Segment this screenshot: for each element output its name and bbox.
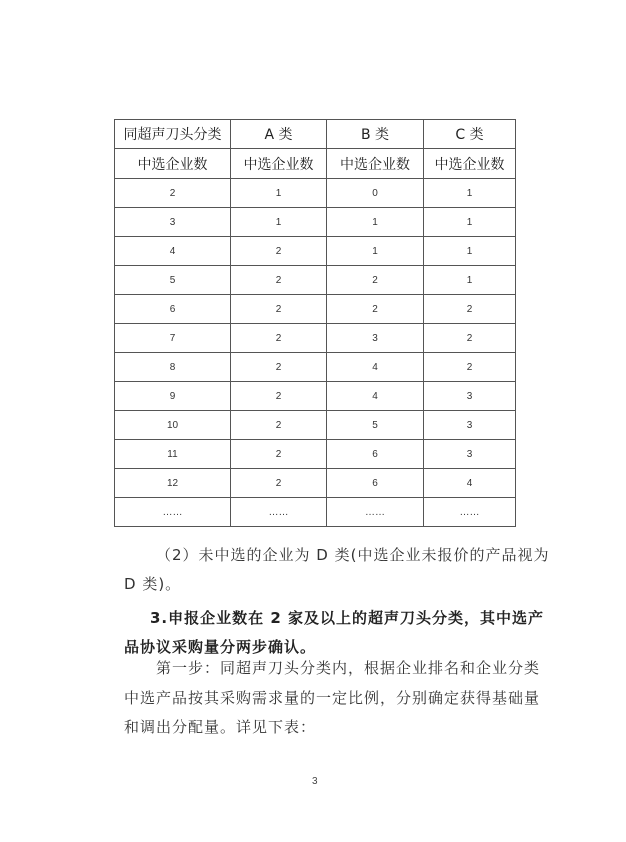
- header-cell-selected-count: 中选企业数: [115, 149, 231, 179]
- table-row: [115, 237, 516, 266]
- table-cell: 1: [424, 208, 516, 237]
- header-row: [115, 149, 516, 179]
- table-cell: 2: [327, 266, 424, 295]
- table-cell: ……: [115, 498, 231, 527]
- table-cell: 2: [231, 295, 327, 324]
- table-cell: 4: [424, 469, 516, 498]
- table-cell: 2: [327, 295, 424, 324]
- table-cell: 2: [231, 266, 327, 295]
- table-cell: 3: [424, 440, 516, 469]
- table-cell: 11: [115, 440, 231, 469]
- item2-line2: D 类)。: [124, 575, 182, 593]
- table-cell: 3: [424, 382, 516, 411]
- table-row: [115, 295, 516, 324]
- header-cell-class-b: B 类: [327, 120, 424, 149]
- table-cell: 2: [231, 440, 327, 469]
- table-cell: 4: [327, 382, 424, 411]
- table-row: [115, 353, 516, 382]
- table-cell: 4: [115, 237, 231, 266]
- table-cell: 6: [327, 440, 424, 469]
- table-cell: 1: [327, 237, 424, 266]
- step1-line2: 中选产品按其采购需求量的一定比例，分别确定获得基础量: [124, 689, 541, 707]
- heading3-line1: 3.申报企业数在 2 家及以上的超声刀头分类，其中选产: [150, 609, 545, 627]
- table-cell: ……: [231, 498, 327, 527]
- table-cell: 1: [231, 179, 327, 208]
- table-cell: 6: [327, 469, 424, 498]
- table-row: [115, 324, 516, 353]
- table-cell: 1: [231, 208, 327, 237]
- table-row: [115, 266, 516, 295]
- table-body: [115, 179, 516, 527]
- table-cell: 2: [115, 179, 231, 208]
- table-cell: 4: [327, 353, 424, 382]
- table-cell: 7: [115, 324, 231, 353]
- table-cell: 3: [327, 324, 424, 353]
- table-cell: 1: [424, 237, 516, 266]
- table-cell: 2: [424, 295, 516, 324]
- table-cell: 1: [327, 208, 424, 237]
- table-cell: 2: [231, 469, 327, 498]
- item2-line1: （2）未中选的企业为 D 类(中选企业未报价的产品视为: [156, 546, 550, 564]
- table-row: [115, 440, 516, 469]
- table-cell: 2: [231, 382, 327, 411]
- table-row: [115, 411, 516, 440]
- table-cell: 2: [424, 353, 516, 382]
- table-cell: 8: [115, 353, 231, 382]
- table-row: [115, 179, 516, 208]
- table-cell: 1: [424, 266, 516, 295]
- step1-line3: 和调出分配量。详见下表：: [124, 718, 317, 736]
- header-cell-class-c: C 类: [424, 120, 516, 149]
- header-cell-class-a: A 类: [231, 120, 327, 149]
- table-cell: 5: [115, 266, 231, 295]
- table-cell: 2: [231, 237, 327, 266]
- allocation-table: [114, 119, 516, 527]
- table-row: [115, 382, 516, 411]
- header-cell-selected-count: 中选企业数: [424, 149, 516, 179]
- table-cell: ……: [424, 498, 516, 527]
- step1-line1: 第一步：同超声刀头分类内，根据企业排名和企业分类: [156, 659, 541, 677]
- table-row: [115, 498, 516, 527]
- table-cell: 9: [115, 382, 231, 411]
- table-cell: 1: [424, 179, 516, 208]
- header-cell-selected-count: 中选企业数: [327, 149, 424, 179]
- header-cell-selected-count: 中选企业数: [231, 149, 327, 179]
- table-cell: 2: [424, 324, 516, 353]
- table-cell: 0: [327, 179, 424, 208]
- table-cell: 3: [424, 411, 516, 440]
- header-cell-category: 同超声刀头分类: [115, 120, 231, 149]
- table-row: [115, 469, 516, 498]
- table-cell: 12: [115, 469, 231, 498]
- table-cell: 2: [231, 324, 327, 353]
- table-cell: 5: [327, 411, 424, 440]
- table-cell: 3: [115, 208, 231, 237]
- heading3-line2: 品协议采购量分两步确认。: [124, 638, 317, 656]
- table-cell: 2: [231, 353, 327, 382]
- page-number: 3: [312, 776, 318, 787]
- table-cell: ……: [327, 498, 424, 527]
- table-header: [115, 120, 516, 179]
- table-cell: 6: [115, 295, 231, 324]
- table-row: [115, 208, 516, 237]
- header-row: [115, 120, 516, 149]
- table-cell: 10: [115, 411, 231, 440]
- table-cell: 2: [231, 411, 327, 440]
